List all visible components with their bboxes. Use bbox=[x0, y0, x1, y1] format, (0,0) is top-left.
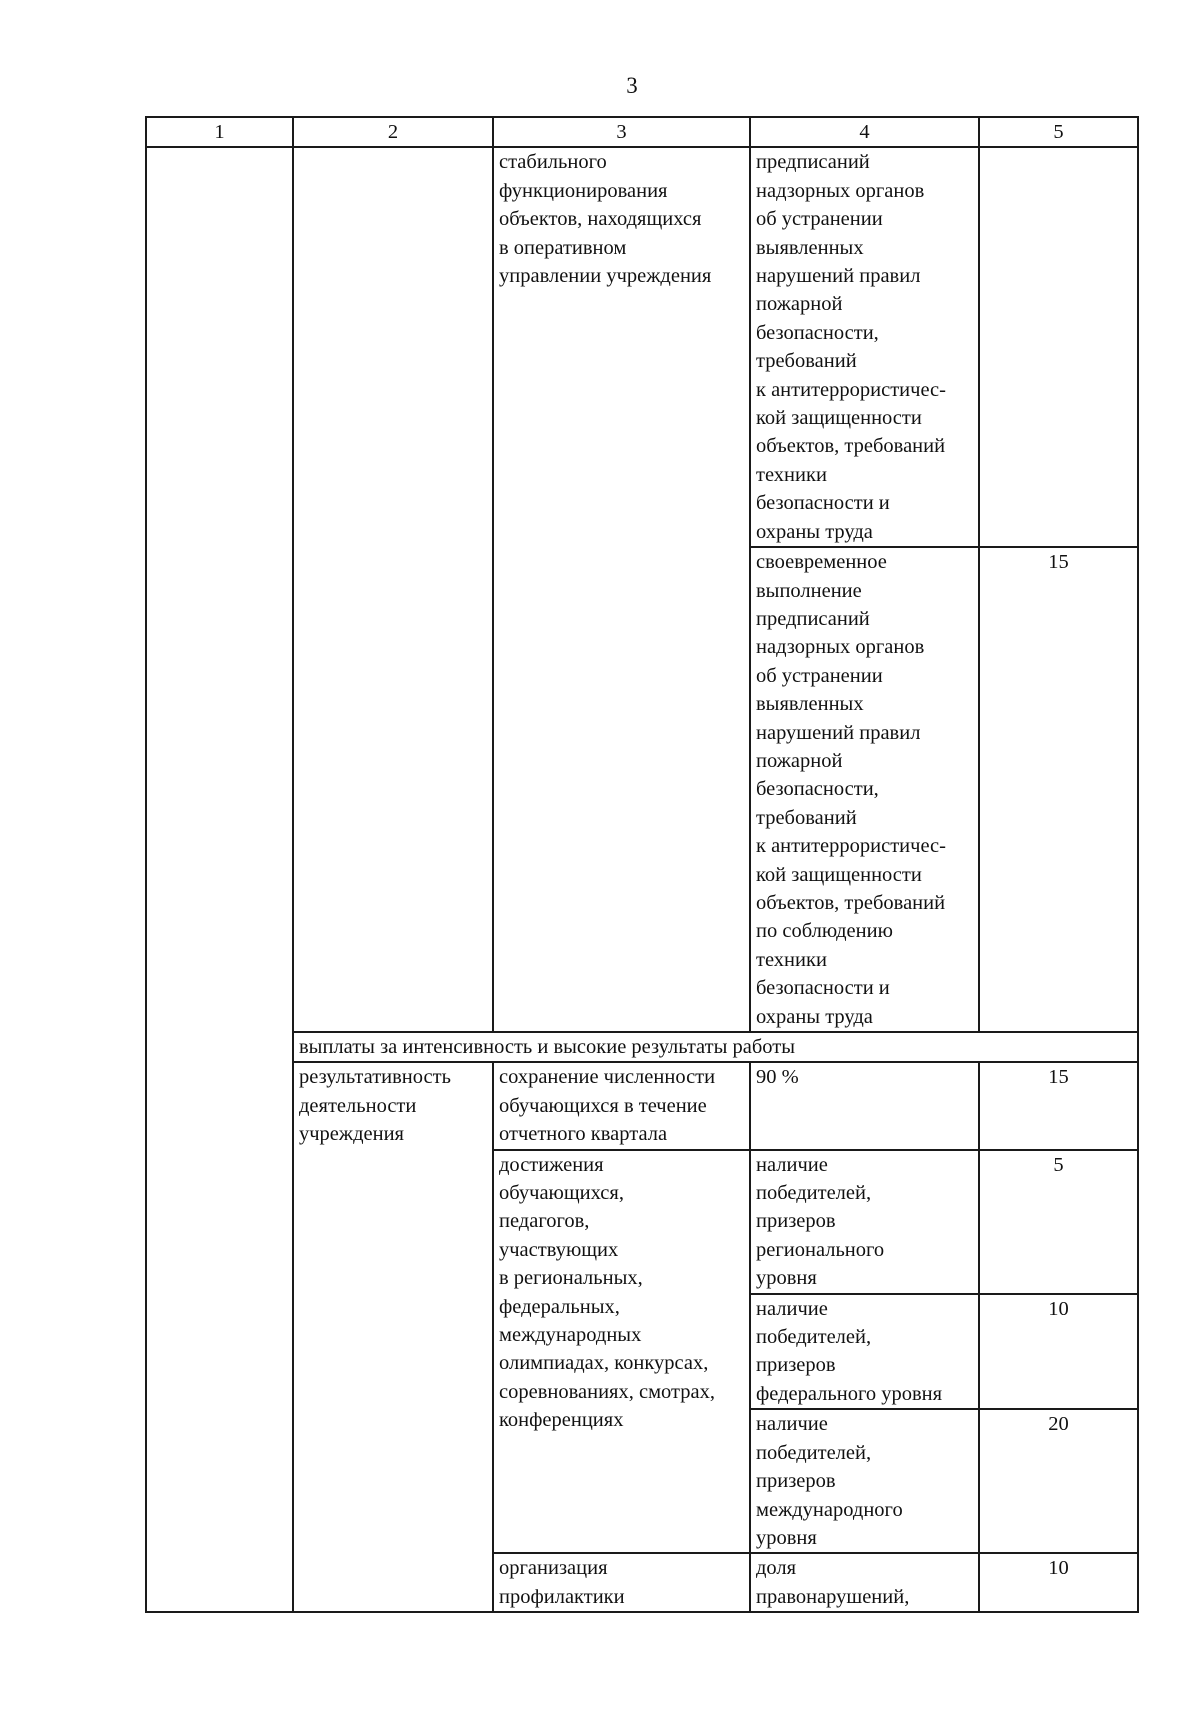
points-cell bbox=[979, 147, 1138, 547]
points-cell: 15 bbox=[979, 547, 1138, 1032]
indicator-cell: наличие победителей, призеров регионального уровня bbox=[750, 1150, 979, 1294]
col2-cell bbox=[293, 147, 493, 1032]
indicator-cell: 90 % bbox=[750, 1062, 979, 1149]
header-col-1: 1 bbox=[146, 117, 293, 147]
section-heading: выплаты за интенсивность и высокие результаты работы bbox=[293, 1032, 1138, 1062]
indicator-cell: своевременное выполнение предписаний надзорных органов об устранении выявленных нарушений правил пожарной безопасности, требований к антитеррористичес- кой защищенности объектов, требований по соблюдению техники безопасности и охраны труда bbox=[750, 547, 979, 1032]
points-cell: 10 bbox=[979, 1294, 1138, 1410]
indicator-table bbox=[145, 116, 1139, 1613]
page-number: 3 bbox=[626, 73, 638, 98]
points-cell: 15 bbox=[979, 1062, 1138, 1149]
indicator-cell: наличие победителей, призеров международного уровня bbox=[750, 1409, 979, 1553]
header-col-5: 5 bbox=[979, 117, 1138, 147]
header-col-3: 3 bbox=[493, 117, 750, 147]
header-col-2: 2 bbox=[293, 117, 493, 147]
points-cell: 5 bbox=[979, 1150, 1138, 1294]
points-cell: 20 bbox=[979, 1409, 1138, 1553]
criterion-cell: достижения обучающихся, педагогов, участвующих в региональных, федеральных, международных олимпиадах, конкурсах, соревнованиях, смотрах, конференциях bbox=[493, 1150, 750, 1554]
points-cell: 10 bbox=[979, 1553, 1138, 1612]
category-cell: результативность деятельности учреждения bbox=[293, 1062, 493, 1612]
indicator-cell: предписаний надзорных органов об устранении выявленных нарушений правил пожарной безопасности, требований к антитеррористичес- кой защищенности объектов, требований техники безопасности и охраны труда bbox=[750, 147, 979, 547]
col1-cell bbox=[146, 147, 293, 1612]
header-col-4: 4 bbox=[750, 117, 979, 147]
table-row bbox=[146, 147, 1138, 547]
indicator-cell: наличие победителей, призеров федерального уровня bbox=[750, 1294, 979, 1410]
criterion-cell: сохранение численности обучающихся в течение отчетного квартала bbox=[493, 1062, 750, 1149]
criterion-cell: организация профилактики bbox=[493, 1553, 750, 1612]
table-row bbox=[146, 1062, 1138, 1149]
criterion-cell: стабильного функционирования объектов, находящихся в оперативном управлении учреждения bbox=[493, 147, 750, 1032]
section-row bbox=[146, 1032, 1138, 1062]
indicator-cell: доля правонарушений, bbox=[750, 1553, 979, 1612]
header-row bbox=[146, 117, 1138, 147]
